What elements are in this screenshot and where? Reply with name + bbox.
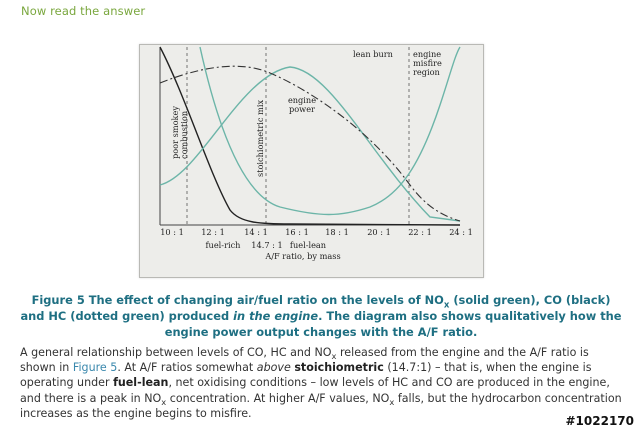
- x-tick-14: 14 : 1: [244, 227, 268, 237]
- x-tick-24: 24 : 1: [449, 227, 473, 237]
- label-lean-burn: lean burn: [353, 49, 393, 59]
- svg-text:power: power: [289, 104, 315, 114]
- label-stoich-ratio: 14.7 : 1: [251, 240, 283, 250]
- x-tick-12: 12 : 1: [201, 227, 225, 237]
- figure-caption: Figure 5 The effect of changing air/fuel ratio on the levels of $NO_x$ (solid green), CO (black) and HC (dotted green) produced in the engine. The diagram also shows qualitatively how the engine power output changes with the A/F ratio.: [20, 293, 622, 339]
- label-poor-smokey-combustion: [170, 106, 189, 159]
- nox-curve-green: [160, 67, 460, 221]
- label-engine-misfire-region: [413, 49, 442, 77]
- svg-text:stoichiometric mix: stoichiometric mix: [255, 99, 265, 177]
- engine-power-curve: [160, 66, 460, 221]
- x-tick-22: 22 : 1: [408, 227, 432, 237]
- label-fuel-lean: fuel-lean: [289, 240, 327, 250]
- x-tick-labels: [160, 227, 473, 237]
- image-id-watermark: #1022170: [565, 414, 634, 428]
- svg-text:engine: engine: [287, 95, 317, 105]
- x-tick-16: 16 : 1: [285, 227, 309, 237]
- explanation-paragraph: A general relationship between levels of CO, HC and $NO_x$ released from the engine and the A/F ratio is shown in Figure 5. At A/F ratios somewhat above stoichiometric (14.7:1) – that is, when the engine is operating under fuel-lean, net oxidising conditions – low levels of HC and CO are produced in the engine, and there is a peak in $NO_x$ concentration. At higher A/F values, $NO_x$ falls, but the hydrocarbon concentration increases as the engine begins to misfire.: [20, 346, 622, 420]
- label-stoichiometric-mix: [255, 100, 265, 177]
- svg-text:poor smokey: poor smokey: [170, 106, 180, 159]
- x-tick-10: 10 : 1: [160, 227, 184, 237]
- x-axis-label: A/F ratio, by mass: [265, 251, 341, 261]
- svg-text:misfire: misfire: [413, 58, 442, 68]
- x-tick-18: 18 : 1: [325, 227, 349, 237]
- svg-text:engine: engine: [413, 49, 442, 59]
- x-tick-20: 20 : 1: [367, 227, 391, 237]
- figure-5-diagram: [139, 44, 484, 278]
- label-engine-power: [288, 95, 316, 114]
- now-read-answer-link[interactable]: Now read the answer: [21, 4, 146, 18]
- label-fuel-rich: fuel-rich: [205, 240, 241, 250]
- svg-text:combustion: combustion: [179, 110, 189, 159]
- svg-text:region: region: [413, 67, 440, 77]
- figure-5-link[interactable]: Figure 5: [72, 361, 118, 375]
